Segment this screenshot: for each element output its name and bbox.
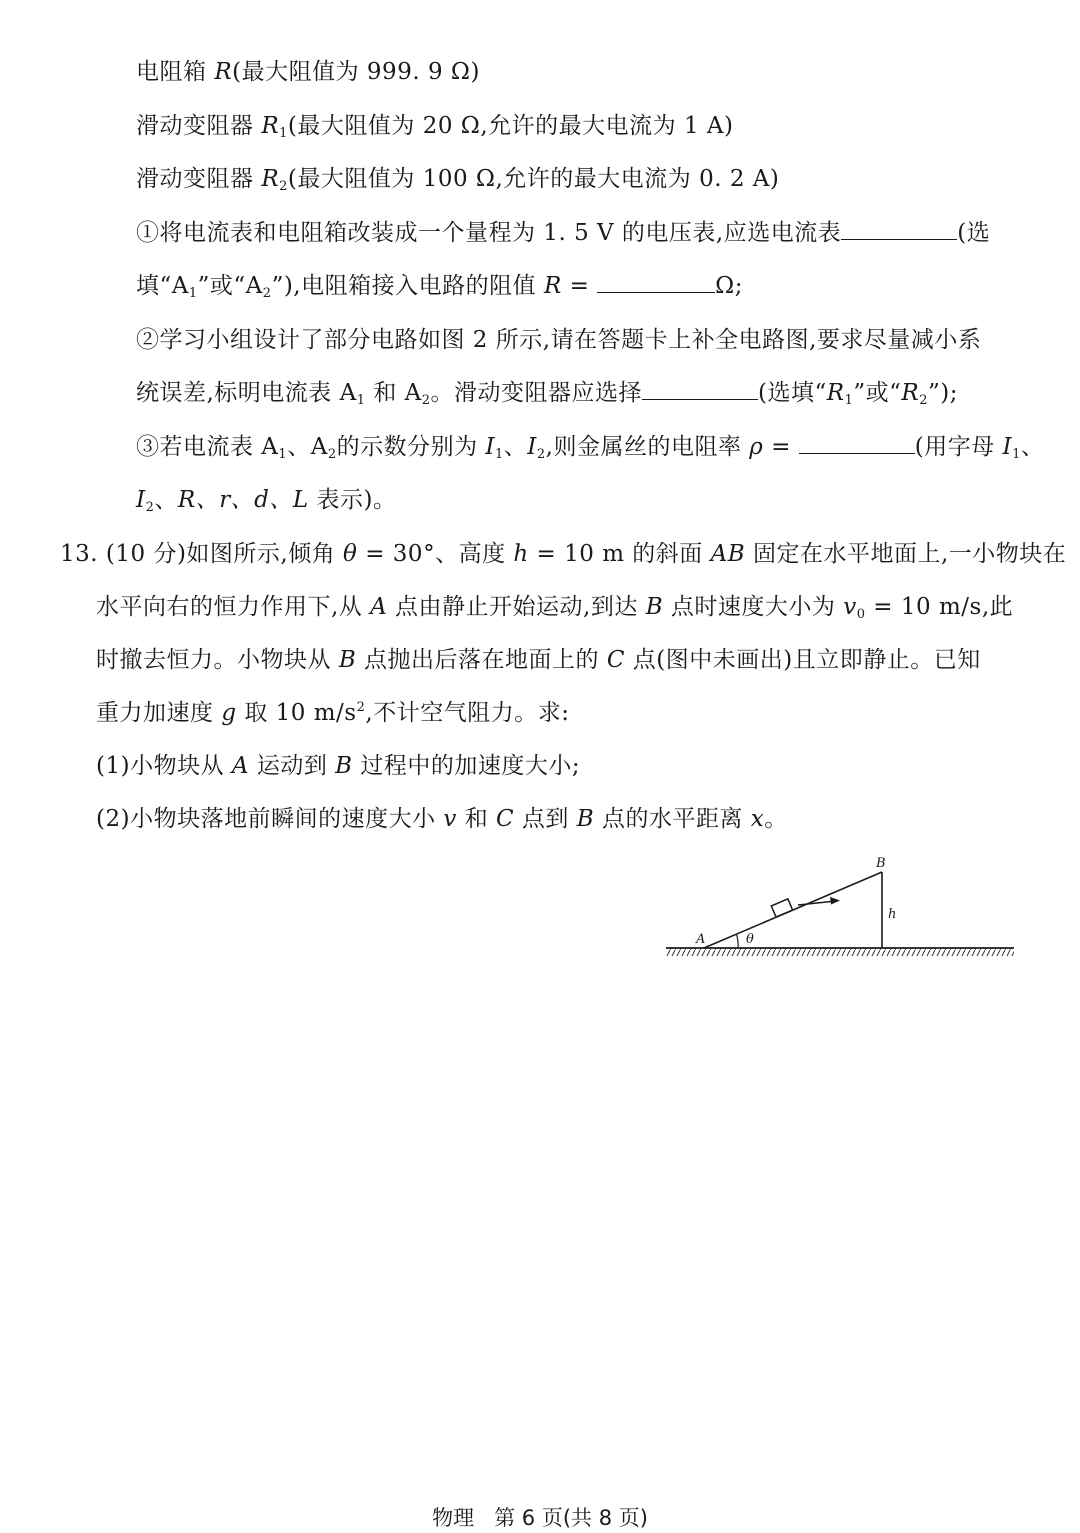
subq-text: 、 (1020, 434, 1045, 460)
q-text: (2)小物块落地前瞬间的速度大小 (96, 806, 444, 832)
symbol: h (513, 541, 529, 567)
item-text: (最大阻值为 999. 9 Ω) (232, 59, 480, 85)
q13-line2 (96, 591, 1013, 623)
subscript: 1 (844, 393, 854, 408)
symbol: B (338, 647, 357, 673)
page-footer (0, 1503, 1080, 1533)
subscript: 1 (356, 393, 366, 408)
subq2-line1 (136, 324, 981, 356)
symbol: B (335, 753, 353, 779)
item-subscript: 1 (279, 126, 288, 141)
subq-text: ”或“ (853, 380, 902, 406)
q-text: 。 (764, 806, 788, 832)
subq-text: = (561, 273, 598, 299)
item-rheostat-r2 (136, 163, 779, 195)
subscript: 2 (145, 500, 155, 515)
item-symbol: R (261, 166, 280, 192)
q-text: 点抛出后落在地面上的 (356, 647, 607, 673)
symbol: I (1002, 434, 1013, 460)
symbol: R (901, 380, 920, 406)
superscript: 2 (356, 700, 366, 715)
subq-text: 填“A (136, 273, 189, 299)
label-h: h (888, 907, 897, 922)
q-text: 固定在水平地面上,一小物块在 (745, 541, 1067, 567)
subq-text: ”),电阻箱接入电路的阻值 (271, 273, 544, 299)
q-text: 点时速度大小为 (663, 594, 844, 620)
q-text: 重力加速度 (96, 700, 222, 726)
q-text: 点到 (514, 806, 577, 832)
q-text: (1)小物块从 (96, 753, 232, 779)
item-symbol: R (261, 113, 280, 139)
q-text: 过程中的加速度大小; (352, 753, 581, 779)
symbol: v (443, 806, 457, 832)
item-subscript: 2 (279, 179, 288, 194)
symbol: A (370, 594, 388, 620)
answer-blank[interactable] (841, 217, 957, 240)
q-text: 点由静止开始运动,到达 (387, 594, 646, 620)
subscript: 1 (188, 286, 198, 301)
subq-text: 。滑动变阻器应选择 (430, 380, 643, 406)
item-symbol: R (214, 59, 233, 85)
q-text: 和 (456, 806, 497, 832)
q-text: 点的水平距离 (594, 806, 751, 832)
item-text: 电阻箱 (136, 59, 215, 85)
force-arrow-head (830, 897, 840, 905)
angle-arc (737, 935, 739, 949)
q-text: ,不计空气阻力。求: (365, 700, 570, 726)
subq2-line2 (136, 377, 958, 409)
subq-text: (选 (957, 220, 991, 246)
label-b: B (876, 856, 886, 871)
q-text: 点(图中未画出)且立即静止。已知 (624, 647, 981, 673)
symbol: AB (710, 541, 746, 567)
subscript: 1 (1012, 447, 1021, 462)
subq-text: 统误差,标明电流表 A (136, 380, 357, 406)
symbol: A (231, 753, 250, 779)
subscript: 2 (327, 447, 337, 462)
symbol: R、r、d、L (177, 487, 309, 513)
symbol: g (221, 700, 237, 726)
subq-text: 和 A (365, 380, 422, 406)
q13-line3 (96, 644, 981, 676)
item-text: (最大阻值为 100 Ω,允许的最大电流为 0. 2 A) (287, 166, 780, 192)
symbol: B (645, 594, 664, 620)
subq-text: ③若电流表 A (136, 434, 279, 460)
ground-hatch (666, 948, 1014, 956)
subscript: 1 (495, 447, 504, 462)
footer-subject: 物理 (432, 1506, 475, 1530)
item-resistance-box (136, 56, 480, 88)
label-theta: θ (746, 932, 754, 947)
symbol: v (843, 594, 857, 620)
symbol: x (750, 806, 765, 832)
subq-text: ,则金属丝的电阻率 (545, 434, 750, 460)
item-text: 滑动变阻器 (136, 113, 262, 139)
q-text: = 10 m 的斜面 (528, 541, 711, 567)
item-text: 滑动变阻器 (136, 166, 262, 192)
subq-text: = (763, 434, 799, 460)
force-arrow-shaft (798, 901, 836, 905)
q-text: 运动到 (249, 753, 336, 779)
symbol: R (543, 273, 562, 299)
q-text: 13. (10 分)如图所示,倾角 (60, 541, 344, 567)
symbol: C (496, 806, 515, 832)
symbol: I (485, 434, 496, 460)
symbol: R (826, 380, 845, 406)
answer-blank[interactable] (597, 270, 715, 293)
subq-text: (选填“ (758, 380, 827, 406)
subq-text: 、A (287, 434, 328, 460)
item-text: (最大阻值为 20 Ω,允许的最大电流为 1 A) (287, 113, 734, 139)
block (771, 899, 792, 917)
block-rect (771, 899, 792, 917)
subq-text: ①将电流表和电阻箱改装成一个量程为 1. 5 V 的电压表,应选电流表 (136, 220, 842, 246)
subscript: 0 (856, 607, 866, 622)
footer-page-number: 第 6 页(共 8 页) (494, 1506, 648, 1530)
symbol: θ (343, 541, 358, 567)
subq1-line2 (136, 270, 743, 302)
symbol: ρ (749, 434, 764, 460)
subq-text: (用字母 (914, 434, 1003, 460)
subscript: 2 (262, 286, 272, 301)
subq3-line1 (136, 431, 1044, 463)
q-text: = 10 m/s,此 (865, 594, 1014, 620)
incline-figure (660, 850, 1020, 960)
q13-part2 (96, 803, 788, 835)
subq-text: 表示)。 (308, 487, 397, 513)
q13-part1 (96, 750, 580, 782)
symbol: C (606, 647, 625, 673)
label-a: A (696, 932, 706, 947)
subq-text: 、 (154, 487, 178, 513)
item-rheostat-r1 (136, 110, 734, 142)
symbol: I (527, 434, 537, 460)
q13-line4 (96, 697, 569, 729)
q13-line1 (60, 538, 1066, 570)
q-text: 水平向右的恒力作用下,从 (96, 594, 371, 620)
subq1-line1 (136, 217, 990, 249)
subq-text: ”或“A (197, 273, 263, 299)
subq-text: 、 (503, 434, 528, 460)
q-text: 取 10 m/s (236, 700, 357, 726)
subscript: 2 (536, 447, 546, 462)
subscript: 2 (919, 393, 929, 408)
subscript: 2 (421, 393, 431, 408)
subscript: 1 (278, 447, 288, 462)
subq-text: ”); (928, 380, 958, 406)
symbol: I (136, 487, 146, 513)
subq-text: Ω; (715, 273, 743, 299)
answer-blank[interactable] (799, 431, 915, 454)
symbol: B (576, 806, 595, 832)
subq-text: 的示数分别为 (336, 434, 486, 460)
subq3-line2 (136, 484, 396, 516)
subq-text: ②学习小组设计了部分电路如图 2 所示,请在答题卡上补全电路图,要求尽量减小系 (136, 327, 982, 353)
q-text: = 30°、高度 (357, 541, 514, 567)
answer-blank[interactable] (642, 377, 758, 400)
q-text: 时撤去恒力。小物块从 (96, 647, 339, 673)
